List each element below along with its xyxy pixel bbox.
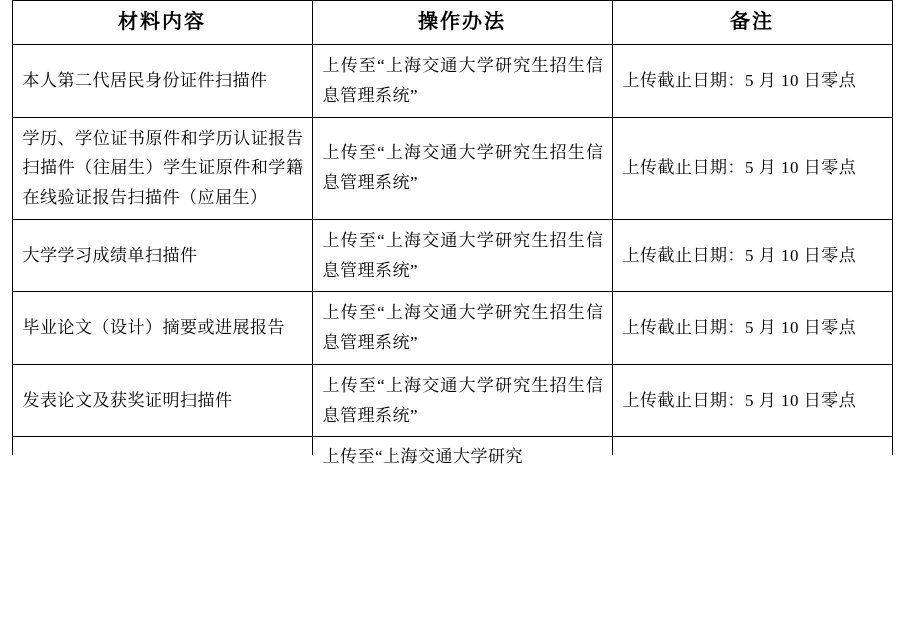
table-row: [12, 364, 892, 437]
table-row: [12, 292, 892, 365]
table-header-row: [12, 1, 892, 45]
cell-method: 上传至“上海交通大学研究生招生信息管理系统”: [312, 219, 612, 292]
cell-method: 上传至“上海交通大学研究: [312, 437, 612, 456]
cell-method: 上传至“上海交通大学研究生招生信息管理系统”: [312, 117, 612, 219]
cell-note: 上传截止日期：5 月 10 日零点: [612, 364, 892, 437]
cell-method: 上传至“上海交通大学研究生招生信息管理系统”: [312, 292, 612, 365]
cell-note: [612, 437, 892, 456]
table-row-partial: [12, 437, 892, 456]
cell-material: 本人第二代居民身份证件扫描件: [12, 45, 312, 118]
cell-material: [12, 437, 312, 456]
column-header-material: 材料内容: [12, 1, 312, 45]
cell-method: 上传至“上海交通大学研究生招生信息管理系统”: [312, 364, 612, 437]
cell-material: 学历、学位证书原件和学历认证报告扫描件（往届生）学生证原件和学籍在线验证报告扫描件（应届生）: [12, 117, 312, 219]
table-header: [12, 1, 892, 45]
cell-note: 上传截止日期：5 月 10 日零点: [612, 292, 892, 365]
cell-material: 大学学习成绩单扫描件: [12, 219, 312, 292]
cell-note: 上传截止日期：5 月 10 日零点: [612, 219, 892, 292]
table-body: [12, 45, 892, 467]
table-row: [12, 117, 892, 219]
cell-note: 上传截止日期：5 月 10 日零点: [612, 117, 892, 219]
table-row: [12, 219, 892, 292]
table-row: [12, 45, 892, 118]
cell-material: 毕业论文（设计）摘要或进展报告: [12, 292, 312, 365]
column-header-note: 备注: [612, 1, 892, 45]
cell-material: 发表论文及获奖证明扫描件: [12, 364, 312, 437]
cell-method: 上传至“上海交通大学研究生招生信息管理系统”: [312, 45, 612, 118]
column-header-method: 操作办法: [312, 1, 612, 45]
materials-table: [12, 0, 893, 467]
cell-note: 上传截止日期：5 月 10 日零点: [612, 45, 892, 118]
